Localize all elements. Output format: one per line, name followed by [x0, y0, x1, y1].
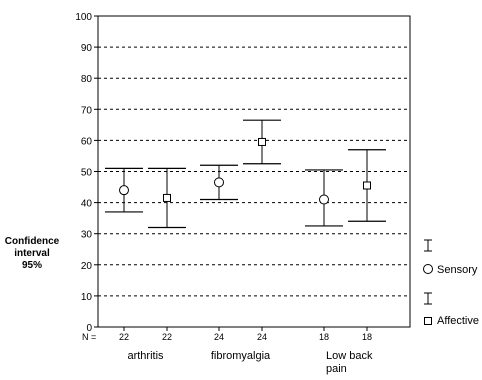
errorbar-sensory-1 — [200, 165, 238, 199]
legend-sensory-errorbar-icon — [424, 240, 432, 251]
mean-marker-square — [259, 138, 266, 145]
category-label: fibromyalgia — [210, 350, 271, 362]
y-tick-label: 0 — [86, 323, 92, 334]
y-tick-label: 20 — [80, 260, 92, 272]
y-tick-label: 80 — [80, 74, 92, 86]
mean-marker-square — [364, 182, 371, 189]
x-axis — [119, 327, 373, 375]
y-axis-ticks — [75, 12, 98, 334]
errorbar-affective-1 — [243, 120, 281, 164]
legend-affective-errorbar-icon — [424, 293, 432, 304]
gridlines — [98, 47, 410, 296]
y-axis-label-line-2: interval — [14, 248, 50, 259]
error-bars — [105, 120, 386, 227]
errorbar-affective-2 — [348, 150, 386, 222]
n-value: 22 — [118, 332, 130, 342]
legend-affective-square-icon — [425, 318, 432, 325]
mean-marker-circle — [215, 178, 224, 187]
n-value: 24 — [213, 332, 225, 342]
y-tick-label: 60 — [80, 136, 92, 148]
category-label: pain — [326, 363, 347, 375]
mean-marker-circle — [120, 186, 129, 195]
y-tick-label: 30 — [80, 229, 92, 241]
category-label: arthritis — [127, 350, 164, 362]
mean-marker-circle — [320, 195, 329, 204]
errorbar-sensory-2 — [305, 170, 343, 226]
y-axis-label-line-1: Confidence — [4, 236, 60, 247]
errorbar-affective-0 — [148, 168, 186, 227]
y-tick-label: 10 — [80, 291, 92, 303]
mean-marker-square — [164, 194, 171, 201]
y-tick-label: 100 — [75, 12, 92, 23]
legend-sensory-circle-icon — [424, 265, 433, 274]
legend-sensory-label: Sensory — [437, 264, 478, 276]
y-tick-label: 50 — [80, 167, 92, 179]
n-value: 24 — [256, 332, 268, 342]
y-tick-label: 90 — [80, 43, 92, 55]
errorbar-sensory-0 — [105, 168, 143, 212]
legend — [424, 240, 480, 327]
category-label: Low back — [326, 350, 373, 362]
n-value: 18 — [361, 332, 373, 342]
n-prefix: N = — [82, 332, 97, 342]
n-value: 18 — [318, 332, 330, 342]
y-axis-label-line-3: 95% — [21, 260, 43, 271]
legend-affective-label: Affective — [437, 315, 479, 327]
y-tick-label: 40 — [80, 198, 92, 210]
y-tick-label: 70 — [80, 105, 92, 117]
n-value: 22 — [161, 332, 173, 342]
